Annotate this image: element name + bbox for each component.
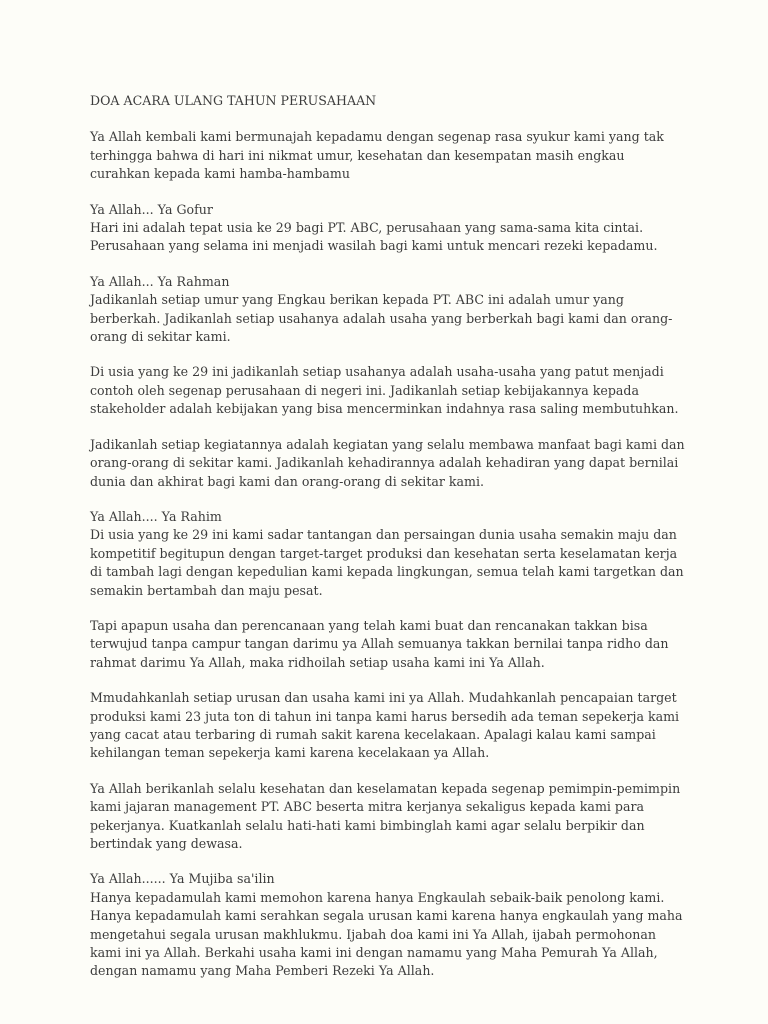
paragraph-heading: Ya Allah...... Ya Mujiba sa'ilin: [90, 871, 275, 887]
paragraph-1: [90, 128, 688, 183]
paragraph-text: Mmudahkanlah setiap urusan dan usaha kami ini ya Allah. Mudahkanlah pencapaian target produksi kami 23 juta ton di tahun ini tanpa kami harus bersedih ada teman sepekerja kami yang cacat atau terbaring di rumah sakit karena kecelakaan. Apalagi kalau kami sampai kehilangan teman sepekerja kami karena kecelakaan ya Allah.: [90, 690, 680, 761]
paragraph-text: Tapi apapun usaha dan perencanaan yang telah kami buat dan rencanakan takkan bisa terwujud tanpa campur tangan darimu ya Allah semuanya takkan bernilai tanpa ridho dan rahmat darimu Ya Allah, maka ridhoilah setiap usaha kami ini Ya Allah.: [90, 617, 669, 670]
paragraph-2: [90, 201, 688, 256]
paragraph-text: Di usia yang ke 29 ini jadikanlah setiap usahanya adalah usaha-usaha yang patut menjadi contoh oleh segenap perusahaan di negeri ini. Jadikanlah setiap kebijakannya kepada stakeholder adalah kebijakan yang bisa mencerminkan indahnya rasa saling membutuhkan.: [90, 364, 679, 417]
paragraph-10: [90, 870, 688, 980]
paragraph-text: Ya Allah berikanlah selalu kesehatan dan keselamatan kepada segenap pemimpin-pemimpin kami jajaran management PT. ABC beserta mitra kerjanya sekaligus kepada kami para pekerjanya. Kuatkanlah selalu hati-hati kami bimbinglah kami agar selalu berpikir dan bertindak yang dewasa.: [90, 780, 681, 851]
paragraph-6: [90, 508, 688, 600]
paragraph-text: Ya Allah kembali kami bermunajah kepadamu dengan segenap rasa syukur kami yang tak terhingga bahwa di hari ini nikmat umur, kesehatan dan kesempatan masih engkau curahkan kepada kami hamba-hambamu: [90, 129, 664, 182]
paragraph-4: [90, 363, 688, 418]
document-title: DOA ACARA ULANG TAHUN PERUSAHAAN: [90, 93, 377, 108]
paragraph-heading: Ya Allah... Ya Rahman: [90, 273, 230, 289]
paragraph-8: [90, 689, 688, 763]
paragraph-text: Di usia yang ke 29 ini kami sadar tantangan dan persaingan dunia usaha semakin maju dan kompetitif begitupun dengan target-target produksi dan kesehatan serta keselamatan kerja di tambah lagi dengan kepedulian kami kepada lingkungan, semua telah kami targetkan dan semakin bertambah dan maju pesat.: [90, 527, 684, 598]
paragraph-text: Hanya kepadamulah kami memohon karena hanya Engkaulah sebaik-baik penolong kami. Hanya kepadamulah kami serahkan segala urusan kami karena hanya engkaulah yang maha mengetahui segala urusan makhlukmu. Ijabah doa kami ini Ya Allah, ijabah permohonan kami ini ya Allah. Berkahi usaha kami ini dengan namamu yang Maha Pemurah Ya Allah, dengan namamu yang Maha Pemberi Rezeki Ya Allah.: [90, 889, 683, 979]
paragraph-text: Hari ini adalah tepat usia ke 29 bagi PT. ABC, perusahaan yang sama-sama kita cintai. Perusahaan yang selama ini menjadi wasilah bagi kami untuk mencari rezeki kepadamu.: [90, 220, 658, 254]
paragraph-text: Jadikanlah setiap kegiatannya adalah kegiatan yang selalu membawa manfaat bagi kami dan orang-orang di sekitar kami. Jadikanlah kehadirannya adalah kehadiran yang dapat bernilai dunia dan akhirat bagi kami dan orang-orang di sekitar kami.: [90, 436, 685, 489]
paragraph-heading: Ya Allah.... Ya Rahim: [90, 508, 222, 524]
paragraph-7: [90, 617, 688, 672]
paragraph-5: [90, 436, 688, 491]
paragraph-heading: Ya Allah... Ya Gofur: [90, 201, 213, 217]
paragraph-9: [90, 780, 688, 854]
paragraph-text: Jadikanlah setiap umur yang Engkau berikan kepada PT. ABC ini adalah umur yang berberkah. Jadikanlah setiap usahanya adalah usaha yang berberkah bagi kami dan orang-orang di sekitar kami.: [90, 292, 673, 345]
paragraph-3: [90, 273, 688, 347]
